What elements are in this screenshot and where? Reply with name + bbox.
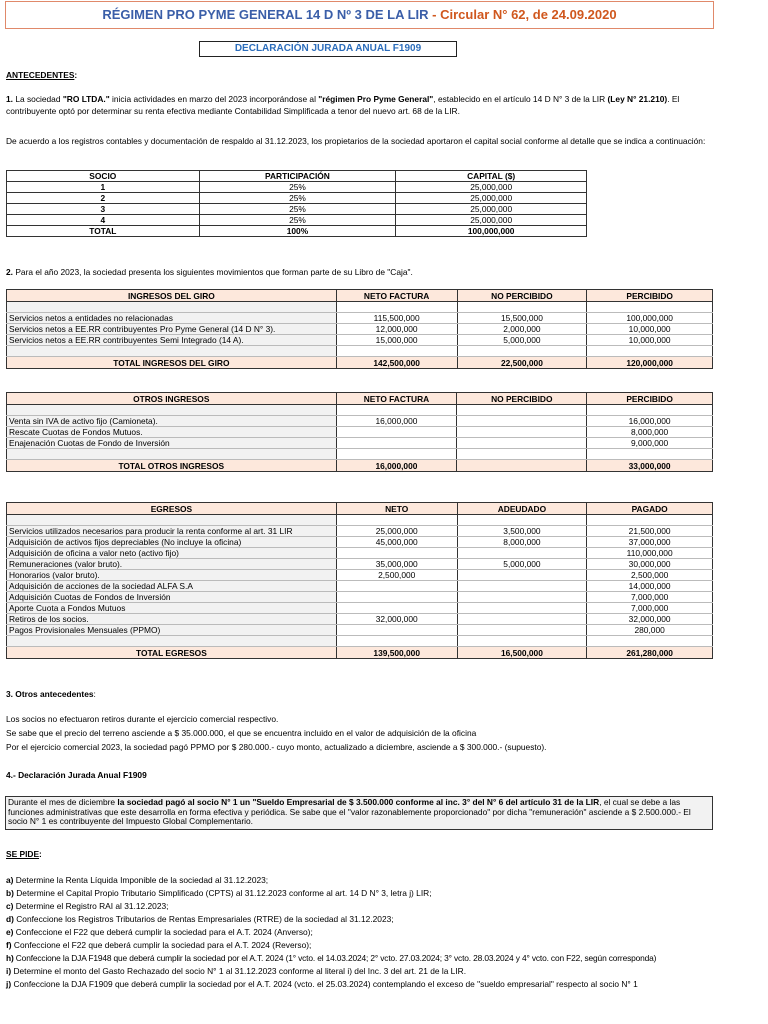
list-item: e) Confeccione el F22 que deberá cumplir la sociedad para el A.T. 2024 (Anverso); [6,927,313,937]
table-row: Servicios netos a EE.RR contribuyentes Semi Integrado (14 A). 15,000,000 5,000,000 10,000,000 [7,335,713,346]
table-row: Enajenación Cuotas de Fondo de Inversión 9,000,000 [7,438,713,449]
table-row: Servicios netos a EE.RR contribuyentes Pro Pyme General (14 D N° 3). 12,000,000 2,000,000 10,000,000 [7,324,713,335]
table-header-row: OTROS INGRESOS NETO FACTURA NO PERCIBIDO PERCIBIDO [7,393,713,405]
table-row: 2 25% 25,000,000 [7,193,587,204]
table-row: Honorarios (valor bruto). 2,500,000 2,500,000 [7,570,713,581]
table-row: Remuneraciones (valor bruto). 35,000,000 5,000,000 30,000,000 [7,559,713,570]
list-item: j) Confeccione la DJA F1909 que deberá cumplir la sociedad por el A.T. 2024 (vcto. el 25.03.2024) contemplando el exceso de "sueldo empresarial" respecto al socio N° 1 [6,979,638,989]
table-total-row: TOTAL 100% 100,000,000 [7,226,587,237]
list-item: a) Determine la Renta Líquida Imponible de la sociedad al 31.12.2023; [6,875,269,885]
table-row: Adquisición Cuotas de Fondos de Inversión 7,000,000 [7,592,713,603]
title-main: RÉGIMEN PRO PYME GENERAL 14 D Nº 3 DE LA LIR [102,7,429,22]
list-item: h) Confeccione la DJA F1948 que deberá cumplir la sociedad por el A.T. 2024 (1° vcto. el 14.03.2024; 2° vcto. 27.03.2024; 3° vcto. 28.03.2024 y 4° vcto. con F22, según corresponda) [6,953,657,963]
table-header-row [7,171,587,182]
otros-antecedentes-line: Se sabe que el precio del terreno asciende a $ 35.000.000, el que se encuentra incluido en el valor de adquisición de la oficina [6,728,477,738]
table-row: Pagos Provisionales Mensuales (PPMO) 280,000 [7,625,713,636]
egresos-table [6,502,713,659]
table-row: Retiros de los socios. 32,000,000 32,000,000 [7,614,713,625]
table-total-row: TOTAL EGRESOS 139,500,000 16,500,000 261,280,000 [7,647,713,659]
table-total-row: TOTAL OTROS INGRESOS 16,000,000 33,000,000 [7,460,713,472]
table-row: Adquisición de acciones de la sociedad ALFA S.A 14,000,000 [7,581,713,592]
page-title [5,1,714,29]
column-header: CAPITAL ($) [396,171,587,182]
table-row: Adquisición de oficina a valor neto (activo fijo) 110,000,000 [7,548,713,559]
dj-section-heading: 4.- Declaración Jurada Anual F1909 [6,770,147,780]
title-separator: - [428,7,441,22]
column-header: SOCIO [7,171,200,182]
list-item: d) Confeccione los Registros Tributarios de Rentas Empresariales (RTRE) de la sociedad al 31.12.2023; [6,914,394,924]
table-total-row: TOTAL INGRESOS DEL GIRO 142,500,000 22,500,000 120,000,000 [7,357,713,369]
table-row: Servicios utilizados necesarios para producir la renta conforme al art. 31 LIR 25,000,000 3,500,000 21,500,000 [7,526,713,537]
list-item: c) Determine el Registro RAI al 31.12.2023; [6,901,169,911]
otros-antecedentes-line: Los socios no efectuaron retiros durante el ejercicio comercial respectivo. [6,714,279,724]
table-header-row: EGRESOS NETO ADEUDADO PAGADO [7,503,713,515]
table-row: Aporte Cuota a Fondos Mutuos 7,000,000 [7,603,713,614]
list-item: b) Determine el Capital Propio Tributario Simplificado (CPTS) al 31.12.2023 conforme al art. 14 D N° 3, letra j) LIR; [6,888,432,898]
otros-antecedentes-heading: 3. Otros antecedentes: [6,689,96,699]
table-row: Rescate Cuotas de Fondos Mutuos. 8,000,000 [7,427,713,438]
otros-antecedentes-line: Por el ejercicio comercial 2023, la sociedad pagó PPMO por $ 280.000.- cuyo monto, actualizado a diciembre, asciende a $ 300.000.- (supuesto). [6,742,547,752]
table-row: Servicios netos a entidades no relacionadas 115,500,000 15,500,000 100,000,000 [7,313,713,324]
capital-table [6,170,587,237]
table-row: 3 25% 25,000,000 [7,204,587,215]
title-circular: Circular N° 62, de 24.09.2020 [440,7,617,22]
se-pide-heading: SE PIDE: [6,849,42,859]
list-item: i) Determine el monto del Gasto Rechazado del socio N° 1 al 31.12.2023 conforme al literal i) del Inc. 3 del art. 21 de la LIR. [6,966,467,976]
table-header-row: INGRESOS DEL GIRO NETO FACTURA NO PERCIBIDO PERCIBIDO [7,290,713,302]
ingresos-giro-table [6,289,713,369]
dj-section-box: Durante el mes de diciembre la sociedad pagó al socio N° 1 un "Sueldo Empresarial de $ 3.500.000 conforme al inc. 3° del N° 6 del artículo 31 de la LIR, el cual se debe a las funciones administrativas que este desarrolla en forma efectiva y periódica. Se sabe que el "valor razonablemente proporcionado" por dicha "remuneración" asciende a $ 2.500.000.- El socio N° 1 es contribuyente del Impuesto Global Complementario. [5,796,713,830]
antecedentes-paragraph-2: De acuerdo a los registros contables y documentación de respaldo al 31.12.2023, los propietarios de la sociedad aportaron el capital social conforme al detalle que se indica a continuación: [6,136,706,146]
table-row: 4 25% 25,000,000 [7,215,587,226]
list-item: f) Confeccione el F22 que deberá cumplir la sociedad para el A.T. 2024 (Reverso); [6,940,312,950]
document-subtitle: DECLARACIÓN JURADA ANUAL F1909 [199,41,457,57]
table-row: 1 25% 25,000,000 [7,182,587,193]
antecedentes-paragraph-1: 1. La sociedad "RO LTDA." inicia actividades en marzo del 2023 incorporándose al "régimen Pro Pyme General", establecido en el artículo 14 D N° 3 de la LIR (Ley N° 21.210). El contribuyente optó por determinar su renta efectiva mediante Contabilidad Simplificada a tenor del nuevo art. 68 de la LIR. [6,94,680,116]
column-header: PARTICIPACIÓN [199,171,396,182]
antecedentes-heading: ANTECEDENTES: [6,70,78,80]
table-row: Adquisición de activos fijos depreciables (No incluye la oficina) 45,000,000 8,000,000 37,000,000 [7,537,713,548]
table-row: Venta sin IVA de activo fijo (Camioneta). 16,000,000 16,000,000 [7,416,713,427]
caja-intro: 2. Para el año 2023, la sociedad presenta los siguientes movimientos que forman parte de su Libro de "Caja". [6,267,413,277]
otros-ingresos-table [6,392,713,472]
